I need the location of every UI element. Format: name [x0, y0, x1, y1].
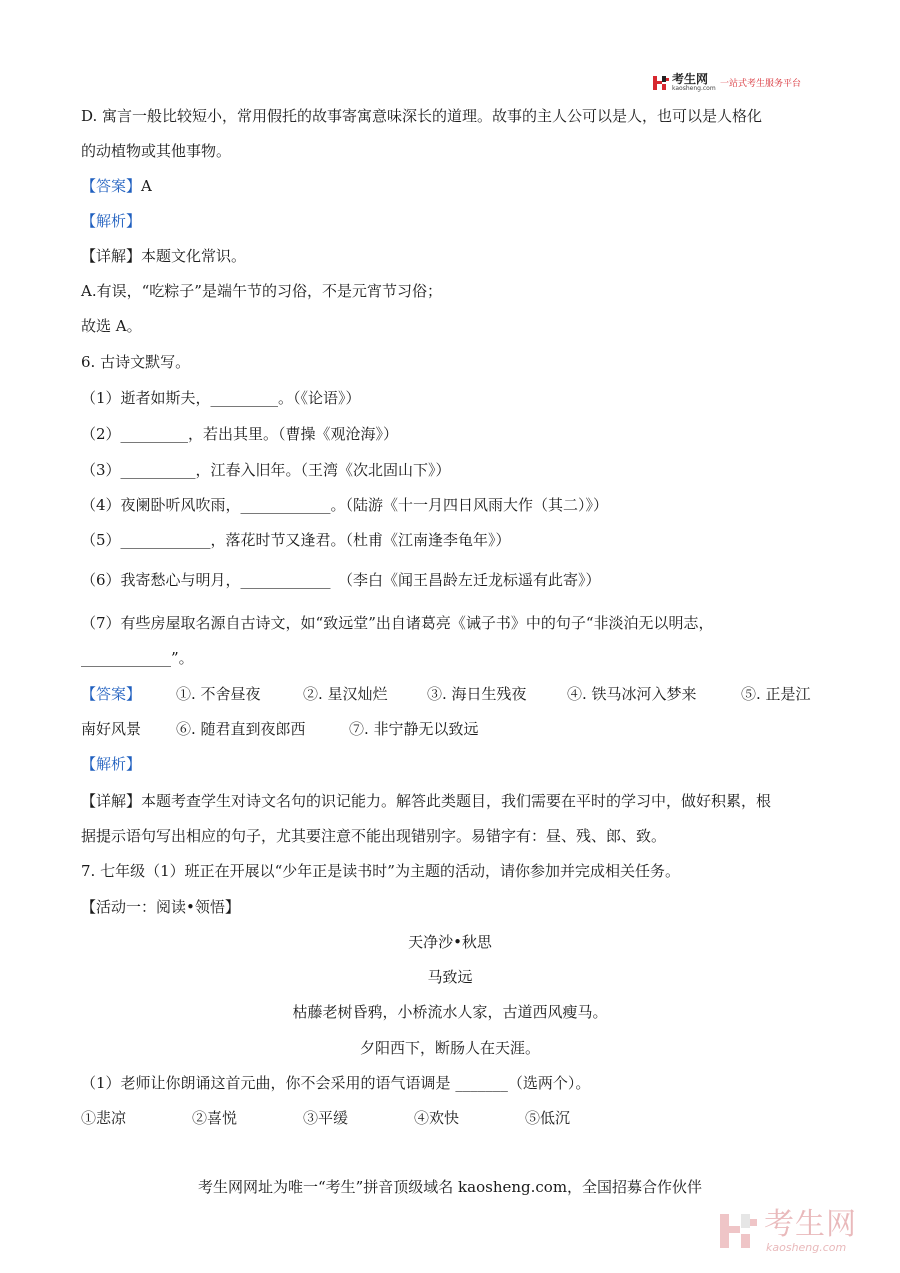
question-6-item-1: （1）逝者如斯夫，_________。（《论语》）	[81, 389, 361, 407]
answer-2-item-5: ⑤. 正是江	[741, 685, 811, 703]
answer-2-tag: 【答案】	[81, 685, 142, 703]
detail-1: 【详解】本题文化常识。	[81, 247, 247, 265]
detail-2-line-1: 【详解】本题考查学生对诗文名句的识记能力。解答此类题目，我们需要在平时的学习中，做好积累，根	[81, 792, 772, 810]
question-6-item-4: （4）夜阑卧听风吹雨，____________。（陆游《十一月四日风雨大作（其二）》）	[81, 496, 609, 514]
poem-line-1: 枯藤老树昏鸦，小桥流水人家，古道西风瘦马。	[292, 1003, 608, 1021]
choice-option-1: ①悲凉	[81, 1109, 127, 1127]
option-d-line-1: D. 寓言一般比较短小，常用假托的故事寄寓意味深长的道理。故事的主人公可以是人，也可以是人格化	[81, 107, 763, 125]
poem-line-2: 夕阳西下，断肠人在天涯。	[359, 1039, 540, 1057]
activity-1-title: 【活动一：阅读•领悟】	[81, 898, 240, 916]
answer-2-item-4: ④. 铁马冰河入梦来	[567, 685, 697, 703]
analysis-2-tag: 【解析】	[81, 755, 142, 773]
answer-1	[81, 176, 152, 196]
answer-1-tag: 【答案】	[81, 177, 142, 195]
answer-2-item-3: ③. 海日生残夜	[427, 685, 527, 703]
answer-2-item-2: ②. 星汉灿烂	[303, 685, 388, 703]
question-6-item-6: （6）我寄愁心与明月，____________ （李白《闻王昌龄左迁龙标遥有此寄》）	[81, 571, 601, 589]
header-logo	[652, 72, 822, 96]
question-6-item-7-line-2: ____________”。	[81, 649, 194, 667]
kaosheng-logo-icon	[652, 74, 670, 92]
page-footer: 考生网网址为唯一“考生”拼音顶级域名 kaosheng.com，全国招募合作伙伴	[197, 1178, 703, 1196]
watermark-logo	[718, 1208, 878, 1258]
answer-1-value: A	[141, 177, 152, 195]
answer-2-item-7: ⑦. 非宁静无以致远	[349, 720, 479, 738]
question-6-item-3: （3）__________，江春入旧年。（王湾《次北固山下》）	[81, 461, 451, 479]
analysis-1-tag: 【解析】	[81, 212, 142, 230]
question-6-item-7-line-1: （7）有些房屋取名源自古诗文，如“致远堂”出自诸葛亮《诫子书》中的句子“非淡泊无以明志，	[81, 614, 714, 632]
watermark-logo-icon	[718, 1210, 760, 1252]
question-7-title: 7. 七年级（1）班正在开展以“少年正是读书时”为主题的活动，请你参加并完成相关任务。	[81, 862, 680, 880]
choice-option-2: ②喜悦	[192, 1109, 238, 1127]
question-6-item-2: （2）_________，若出其里。（曹操《观沧海》）	[81, 425, 399, 443]
answer-2-item-6: ⑥. 随君直到夜郎西	[176, 720, 306, 738]
answer-2-item-5-cont: 南好风景	[81, 720, 142, 738]
detail-1-conclusion: 故选 A。	[81, 317, 142, 335]
choice-option-4: ④欢快	[414, 1109, 460, 1127]
header-brand-domain: kaosheng.com	[672, 85, 716, 92]
header-slogan: 一站式考生服务平台	[720, 79, 802, 89]
question-7-item-1: （1）老师让你朗诵这首元曲，你不会采用的语气语调是 _______（选两个）。	[81, 1074, 591, 1092]
choice-option-3: ③平缓	[303, 1109, 349, 1127]
option-d-line-2: 的动植物或其他事物。	[81, 142, 232, 160]
poem-title: 天净沙•秋思	[408, 933, 492, 951]
choice-option-5: ⑤低沉	[525, 1109, 571, 1127]
detail-2-line-2: 据提示语句写出相应的句子，尤其要注意不能出现错别字。易错字有：昼、残、郎、致。	[81, 827, 667, 845]
detail-1-line-a: A.有误，“吃粽子”是端午节的习俗，不是元宵节习俗；	[81, 282, 442, 300]
question-6-title: 6. 古诗文默写。	[81, 353, 191, 371]
poem-author: 马致远	[427, 968, 473, 986]
question-6-item-5: （5）____________，落花时节又逢君。（杜甫《江南逢李龟年》）	[81, 531, 511, 549]
header-brand-name: 考生网	[672, 72, 709, 86]
answer-2-item-1: ①. 不舍昼夜	[176, 685, 261, 703]
watermark-brand-domain: kaosheng.com	[766, 1241, 847, 1254]
watermark-brand-name: 考生网	[764, 1207, 857, 1242]
